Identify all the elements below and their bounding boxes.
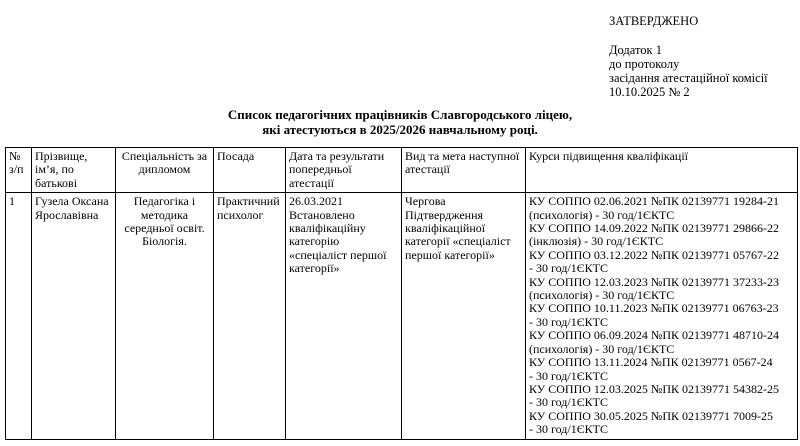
approval-line: 10.10.2025 № 2: [609, 85, 690, 99]
cell-courses: [526, 193, 798, 439]
course-line: - 30 год/1ЄКТС: [529, 314, 608, 329]
course-line: - 30 год/1ЄКТС: [529, 368, 608, 383]
cell-next-attestation: Чергова Підтвердження кваліфікаційної категорії «спеціаліст першої категорії»: [402, 193, 526, 439]
header-position: Посада: [214, 148, 286, 193]
table-row: [6, 193, 798, 439]
header-next-attestation: Вид та мета наступної атестації: [402, 148, 526, 193]
course-line: КУ СОППО 12.03.2025 №ПК 02139771 54382-25: [529, 381, 780, 396]
staff-table: [5, 147, 798, 440]
course-line: КУ СОППО 06.09.2024 №ПК 02139771 48710-24: [529, 328, 780, 343]
cell-position: Практичний психолог: [214, 193, 286, 439]
cell-num: 1: [6, 193, 32, 439]
prev-result: Встановлено кваліфікаційну категорію «спеціаліст першої категорії»: [289, 207, 387, 276]
course-line: (психологія) - 30 год/1ЄКТС: [529, 207, 675, 222]
approval-line: до протоколу: [609, 57, 680, 71]
title-line-1: Список педагогічних працівників Славгородського ліцею,: [227, 107, 573, 122]
course-line: (інклюзія) - 30 год/1ЄКТС: [529, 234, 664, 249]
course-line: - 30 год/1ЄКТС: [529, 422, 608, 437]
header-name: Прізвище, ім’я, по батькові: [32, 148, 116, 193]
course-line: КУ СОППО 14.09.2022 №ПК 02139771 29866-22: [529, 221, 780, 236]
cell-specialty: Педагогіка і методика середньої освіт. Біологія.: [116, 193, 214, 439]
header-courses: Курси підвищення кваліфікації: [526, 148, 798, 193]
title-line-2: які атестуються в 2025/2026 навчальному році.: [262, 122, 538, 137]
header-prev-attestation: Дата та результати попередньої атестації: [286, 148, 402, 193]
course-line: - 30 год/1ЄКТС: [529, 395, 608, 410]
cell-name: Гузела Оксана Ярославівна: [32, 193, 116, 439]
table-header-row: [6, 148, 798, 193]
header-specialty: Спеціальність за дипломом: [116, 148, 214, 193]
course-line: КУ СОППО 12.03.2023 №ПК 02139771 37233-23: [529, 274, 780, 289]
cell-prev-attestation: [286, 193, 402, 439]
course-line: КУ СОППО 30.05.2025 №ПК 02139771 7009-25: [529, 408, 774, 423]
course-line: КУ СОППО 03.12.2022 №ПК 02139771 05767-22: [529, 247, 780, 262]
approval-line: засідання атестаційної комісії: [609, 71, 768, 85]
course-line: КУ СОППО 02.06.2021 №ПК 02139771 19284-21: [529, 194, 780, 209]
prev-date: 26.03.2021: [289, 194, 343, 209]
approval-heading: ЗАТВЕРДЖЕНО: [609, 14, 699, 28]
course-line: (психологія) - 30 год/1ЄКТС: [529, 341, 675, 356]
approval-line: Додаток 1: [609, 43, 662, 57]
document-title: [0, 107, 800, 137]
course-line: КУ СОППО 10.11.2023 №ПК 02139771 06763-23: [529, 301, 779, 316]
course-line: - 30 год/1ЄКТС: [529, 261, 608, 276]
course-line: (психологія) - 30 год/1ЄКТС: [529, 288, 675, 303]
header-num: № з/п: [6, 148, 32, 193]
course-line: КУ СОППО 13.11.2024 №ПК 02139771 0567-24: [529, 355, 773, 370]
approval-block: [609, 14, 768, 99]
